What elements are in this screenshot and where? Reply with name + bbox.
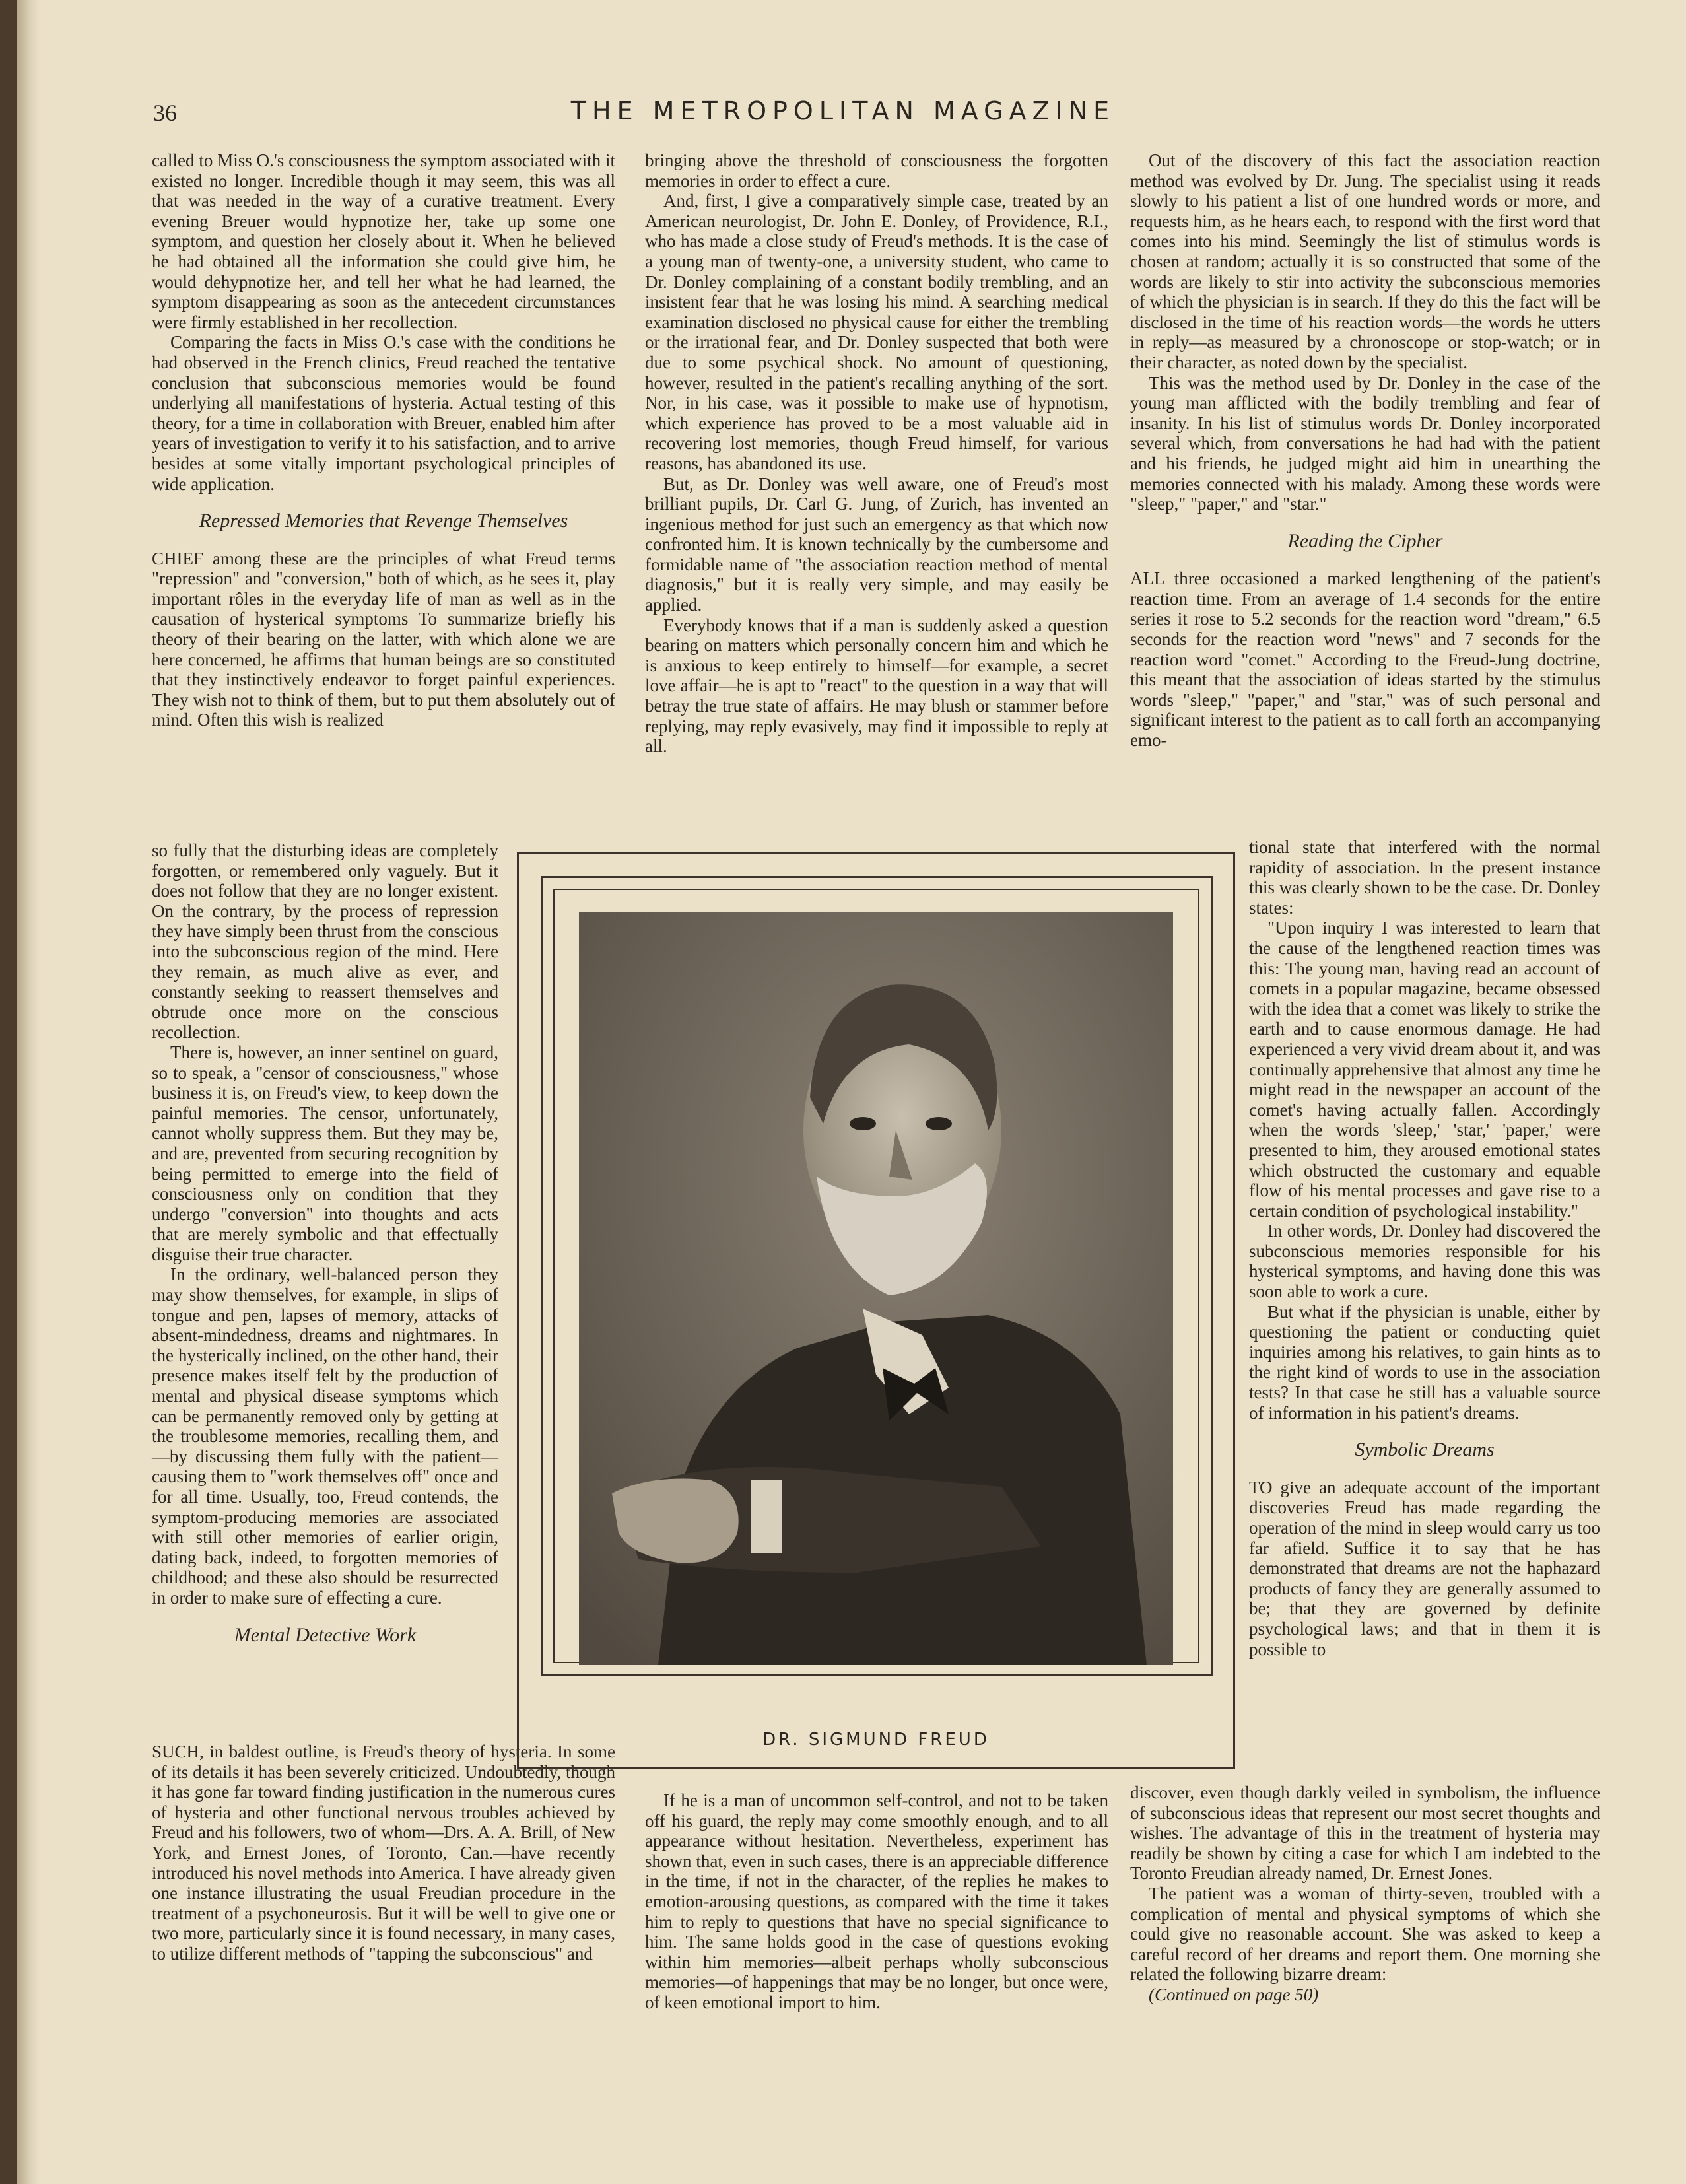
- column-3-bottom: [1130, 1783, 1600, 2066]
- paragraph: In the ordinary, well-balanced person they may show themselves, for example, in slips of tongue and pen, lapses of memory, attacks of absent-mindedness, dreams and nightmares. In the hysterically inclined, on the other hand, their presence makes itself felt by the production of mental and physical disease symptoms which can be permanently removed only by getting at the troublesome memories, recalling them, and—by discussing them fully with the patient—causing them to "work themselves off" once and for all time. Usually, too, Freud contends, the symptom-producing memories are associated with still other memories of earlier origin, dating back, indeed, to forgotten memories of childhood; and these also should be resurrected in order to make sure of effecting a cure.: [152, 1264, 498, 1608]
- column-3-top: [1130, 151, 1600, 837]
- photo-caption: DR. SIGMUND FREUD: [762, 1730, 990, 1750]
- paragraph: called to Miss O.'s consciousness the symptom associated with it existed no longer. Incredible though it may seem, this was all that was needed in the way of a curative treatment. Every evening Breuer would hypnotize her, take up some one symptom, and question her closely about it. When he believed he had obtained all the information she could give him, he would dehypnotize her, and tell her what he had learned, the symptom disappearing as soon as the antecedent circumstances were firmly established in her recollection.: [152, 151, 615, 332]
- paragraph: TO give an adequate account of the important discoveries Freud has made regarding the operation of the mind in sleep would carry us too far afield. Suffice it to say that he has demonstrated that dreams are not the haphazard products of fancy they are generally assumed to be; that they are governed by definite psychological laws; and that in them it is possible to: [1249, 1477, 1600, 1659]
- paragraph: But what if the physician is unable, either by questioning the patient or conducting quiet inquiries among his relatives, to gain hints as to the right kind of words to use in the association tests? In that case he still has a valuable source of information in his patient's dreams.: [1249, 1301, 1600, 1423]
- column-1-narrow: [152, 840, 498, 1732]
- paragraph: ALL three occasioned a marked lengthening of the patient's reaction time. From an average of 1.4 seconds for the entire series it rose to 5.2 seconds for the reaction word "dream," 6.5 seconds for the reaction word "news" and 7 seconds for the reaction word "comet." According to the Freud-Jung doctrine, this meant that the association of ideas started by the stimulus words "sleep," "paper," and "star," was of such personal and significant interest to the patient as to call forth an accompanying emo-: [1130, 568, 1600, 751]
- section-heading: Symbolic Dreams: [1355, 1439, 1495, 1461]
- paragraph: CHIEF among these are the principles of what Freud terms "repression" and "conversion," both of which, as he sees it, play important rôles in the everyday life of man as well as in the causation of hysterical symptoms To summarize briefly his theory of their bearing on the latter, with which alone we are here concerned, he affirms that human beings are so constituted that they instinctively endeavor to forget painful experiences. They wish not to think of them, but to put them absolutely out of mind. Often this wish is realized: [152, 548, 615, 730]
- freud-portrait-photo: [579, 912, 1173, 1665]
- paragraph: If he is a man of uncommon self-control, and not to be taken off his guard, the reply may come smoothly enough, and to all appearance without hesitation. Nevertheless, experiment has shown that, even in such cases, there is an appreciable difference in the time, if not in the character, of the replies he makes to emotion-arousing questions, as compared with the time it takes him to reply to questions that have no special significance to him. The same holds good in the case of questions evoking within him memories—albeit perhaps wholly subconscious memories—of happenings that may be no longer, but once were, of keen emotional import to him.: [645, 1791, 1108, 2012]
- paragraph: And, first, I give a comparatively simple case, treated by an American neurologist, Dr. John E. Donley, of Providence, R.I., who has made a close study of Freud's methods. It is the case of a young man of twenty-one, a university student, who came to Dr. Donley complaining of a constant bodily trembling, and an insistent fear that he was losing his mind. A searching medical examination disclosed no physical cause for either the trembling or the irrational fear, and Dr. Donley suspected that both were due to some psychical shock. No amount of questioning, however, resulted in the patient's recalling anything of the sort. Nor, in his case, was it possible to make use of hypnotism, which experience has proved to be a most valuable aid in recovering lost memories, though Freud himself, for various reasons, has abandoned its use.: [645, 191, 1108, 473]
- portrait-illustration: [579, 912, 1173, 1665]
- paragraph: There is, however, an inner sentinel on guard, so to speak, a "censor of consciousness," whose business it is, on Freud's view, to keep down the painful memories. The censor, unfortunately, cannot wholly suppress them. But they may be, and are, prevented from securing recognition by being permitted to emerge into the field of consciousness only on condition that they undergo "conversion" into thoughts and acts that are merely symbolic and that effectually disguise their true character.: [152, 1042, 498, 1264]
- paragraph: In other words, Dr. Donley had discovered the subconscious memories responsible for his hysterical symptoms, and having done this was soon able to work a cure.: [1249, 1221, 1600, 1302]
- column-2-top: [645, 151, 1108, 840]
- paragraph: The patient was a woman of thirty-seven, troubled with a complication of mental and physical symptoms of which she could give no reasonable account. She was asked to keep a careful record of her dreams and report them. One morning she related the following bizarre dream:: [1130, 1883, 1600, 1985]
- section-heading: Reading the Cipher: [1287, 529, 1443, 552]
- section-heading: Mental Detective Work: [234, 1623, 417, 1646]
- page-fold-shadow: [17, 0, 40, 2184]
- paragraph: Comparing the facts in Miss O.'s case with the conditions he had observed in the French clinics, Freud reached the tentative conclusion that subconscious memories would be found underlying all manifestations of hysteria. Actual testing of this theory, for a time in collaboration with Breuer, enabled him after years of investigation to verify it to his satisfaction, and to arrive besides at some vitally important psychological principles of wide application.: [152, 332, 615, 494]
- magazine-title: THE METROPOLITAN MAGAZINE: [570, 96, 1116, 125]
- paragraph: tional state that interfered with the normal rapidity of association. In the present instance this was clearly shown to be the case. Dr. Donley states:: [1249, 837, 1600, 918]
- paragraph: SUCH, in baldest outline, is Freud's theory of hysteria. In some of its details it has been severely criticized. Undoubtedly, though it has gone far toward finding justification in the numerous cures of hysteria and other functional nervous troubles achieved by Freud and his followers, two of whom—Drs. A. A. Brill, of New York, and Ernest Jones, of Toronto, Can.—have recently introduced his novel methods into America. I have already given one instance illustrating the usual Freudian procedure in the treatment of a psychoneurosis. But it will be well to give one or two more, particularly since it is found necessary, in many cases, to utilize different methods of "tapping the subconscious" and: [152, 1742, 615, 1963]
- paragraph: Everybody knows that if a man is suddenly asked a question bearing on matters which personally concern him and which he is anxious to keep entirely to himself—for example, a secret love affair—he is apt to "react" to the question in a way that will betray the true state of affairs. He may blush or stammer before replying, may reply evasively, may find it impossible to reply at all.: [645, 615, 1108, 757]
- page-number: 36: [153, 100, 177, 126]
- paragraph: bringing above the threshold of consciousness the forgotten memories in order to effect a cure.: [645, 151, 1108, 191]
- section-heading: Repressed Memories that Revenge Themselves: [199, 510, 568, 532]
- paragraph: "Upon inquiry I was interested to learn that the cause of the lengthened reaction times was this: The young man, having read an account of comets in a popular magazine, became obsessed with the idea that a comet was likely to strike the earth and to cause enormous damage. He had experienced a very vivid dream about it, and was continually apprehensive that almost any time he might read in the newspaper an account of the comet's having actually fallen. Accordingly when the words 'sleep,' 'star,' 'paper,' were presented to him, they aroused emotional states which obstructed the customary and equable flow of his mental processes and gave rise to a certain condition of psychological instability.": [1249, 918, 1600, 1221]
- paragraph: discover, even though darkly veiled in symbolism, the influence of subconscious ideas that represent our most secret thoughts and wishes. The advantage of this in the treatment of hysteria may readily be shown by citing a case for which I am indebted to the Toronto Freudian already named, Dr. Ernest Jones.: [1130, 1783, 1600, 1884]
- paragraph: so fully that the disturbing ideas are completely forgotten, or remembered only vaguely. But it does not follow that they are no longer existent. On the contrary, by the process of repression they have simply been thrust from the conscious into the subconscious region of the mind. Here they remain, as much alive as ever, and constantly seeking to reassert themselves and obtrude once more on the conscious recollection.: [152, 840, 498, 1042]
- column-3-narrow: [1249, 837, 1600, 1788]
- paragraph: Out of the discovery of this fact the association reaction method was evolved by Dr. Jung. The specialist using it reads slowly to his patient a list of one hundred words or more, and requests him, as he hears each, to respond with the first word that comes into his mind. Seemingly the list of stimulus words is chosen at random; actually it is so constructed that some of the words are likely to stir into activity the subconscious memories of which the physician is in search. If they do this the fact will be disclosed in the time of his reaction words—the words he utters in reply—as measured by a chronoscope or stop-watch; or in their character, as noted down by the specialist.: [1130, 151, 1600, 372]
- column-2-bottom: [645, 1791, 1108, 2088]
- continued-note: (Continued on page 50): [1149, 1984, 1319, 2004]
- binding-edge: [0, 0, 17, 2184]
- column-1-top: [152, 151, 615, 844]
- paragraph: But, as Dr. Donley was well aware, one of Freud's most brilliant pupils, Dr. Carl G. Jung, of Zurich, has invented an ingenious method for just such an emergency as that which now confronted him. It is known technically by the cumbersome and formidable name of "the association reaction method of mental diagnosis," but it is really very simple, and may easily be applied.: [645, 473, 1108, 615]
- paragraph: This was the method used by Dr. Donley in the case of the young man afflicted with the bodily trembling and fear of insanity. In his list of stimulus words Dr. Donley incorporated several which, from conversations he had had with the patient and his friends, he judged might aid him in unearthing the memories connected with his malady. Among these words were "sleep," "paper," and "star.": [1130, 372, 1600, 514]
- column-1-bottom: [152, 1742, 615, 2085]
